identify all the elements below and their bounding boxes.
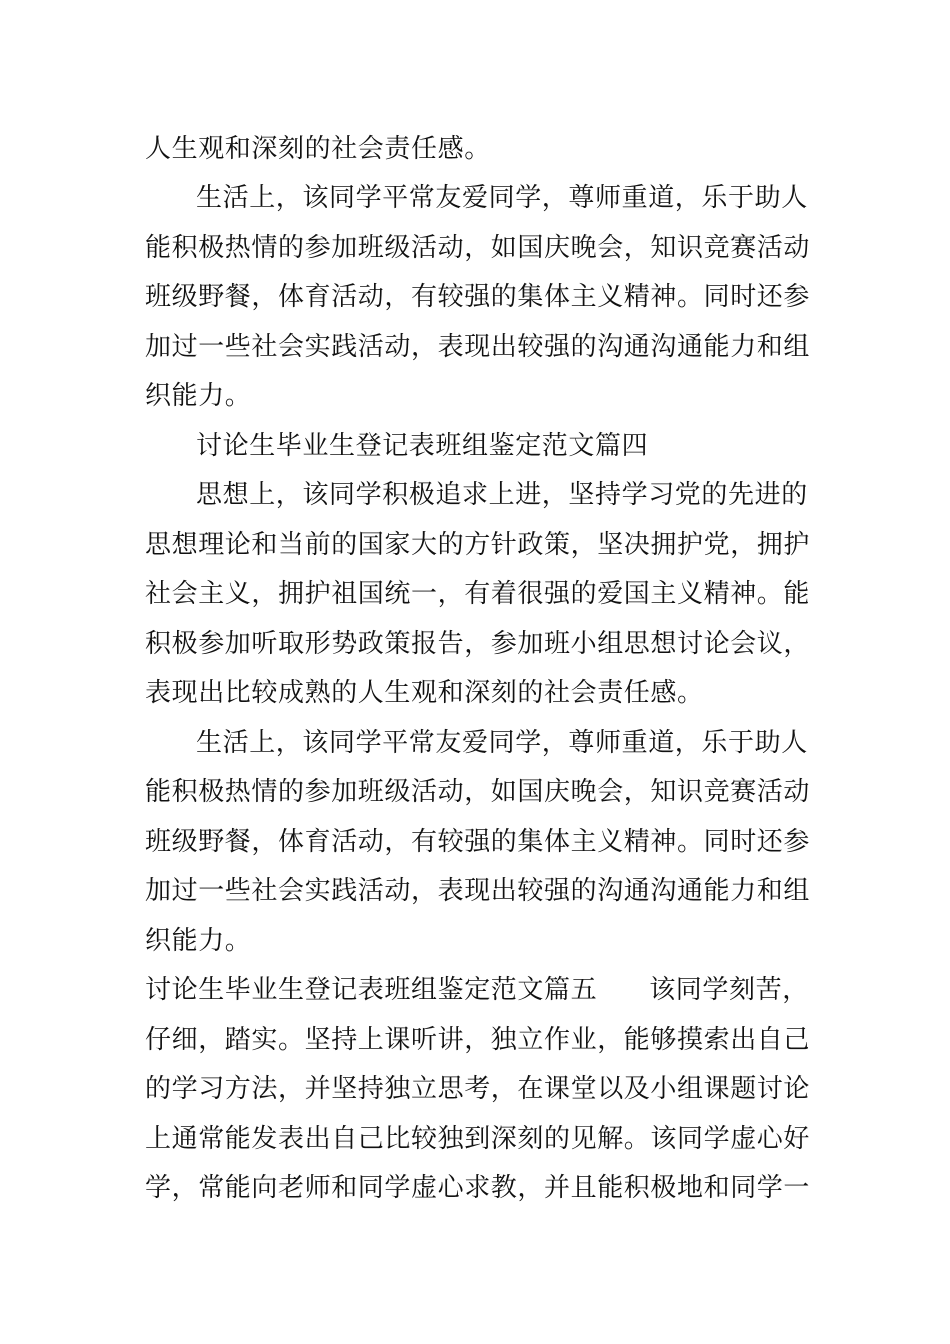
text-line: 的学习方法，并坚持独立思考，在课堂以及小组课题讨论: [145, 1074, 811, 1104]
text-line: 织能力。: [145, 381, 252, 411]
text-line: 积极参加听取形势政策报告，参加班小组思想讨论会议，: [145, 629, 811, 659]
text-line: 仔细，踏实。坚持上课听讲，独立作业，能够摸索出自己: [145, 1025, 811, 1055]
text-fragment: 该同学刻苦，: [649, 975, 809, 1005]
text-line: [145, 970, 815, 1010]
text-line: 加过一些社会实践活动，表现出较强的沟通沟通能力和组: [145, 332, 811, 362]
section-heading: 讨论生毕业生登记表班组鉴定范文篇四: [196, 431, 649, 461]
text-line: 加过一些社会实践活动，表现出较强的沟通沟通能力和组: [145, 876, 811, 906]
text-line: 能积极热情的参加班级活动，如国庆晚会，知识竞赛活动: [145, 777, 811, 807]
text-line: 班级野餐，体育活动，有较强的集体主义精神。同时还参: [145, 827, 811, 857]
text-line: 思想上，该同学积极追求上进，坚持学习党的先进的: [196, 480, 808, 510]
text-line: 班级野餐，体育活动，有较强的集体主义精神。同时还参: [145, 282, 811, 312]
text-line: 社会主义，拥护祖国统一，有着很强的爱国主义精神。能: [145, 579, 811, 609]
text-line: 生活上，该同学平常友爱同学，尊师重道，乐于助人: [196, 183, 808, 213]
text-line: 思想理论和当前的国家大的方针政策，坚决拥护党，拥护: [145, 530, 811, 560]
text-line: 能积极热情的参加班级活动，如国庆晚会，知识竞赛活动: [145, 233, 811, 263]
text-line: 学，常能向老师和同学虚心求教，并且能积极地和同学一: [145, 1173, 811, 1203]
text-line: 生活上，该同学平常友爱同学，尊师重道，乐于助人: [196, 728, 808, 758]
text-line: 人生观和深刻的社会责任感。: [145, 134, 491, 164]
text-line: 织能力。: [145, 926, 252, 956]
text-line: 表现出比较成熟的人生观和深刻的社会责任感。: [145, 678, 704, 708]
section-heading: 讨论生毕业生登记表班组鉴定范文篇五: [145, 975, 598, 1005]
text-line: 上通常能发表出自己比较独到深刻的见解。该同学虚心好: [145, 1124, 811, 1154]
